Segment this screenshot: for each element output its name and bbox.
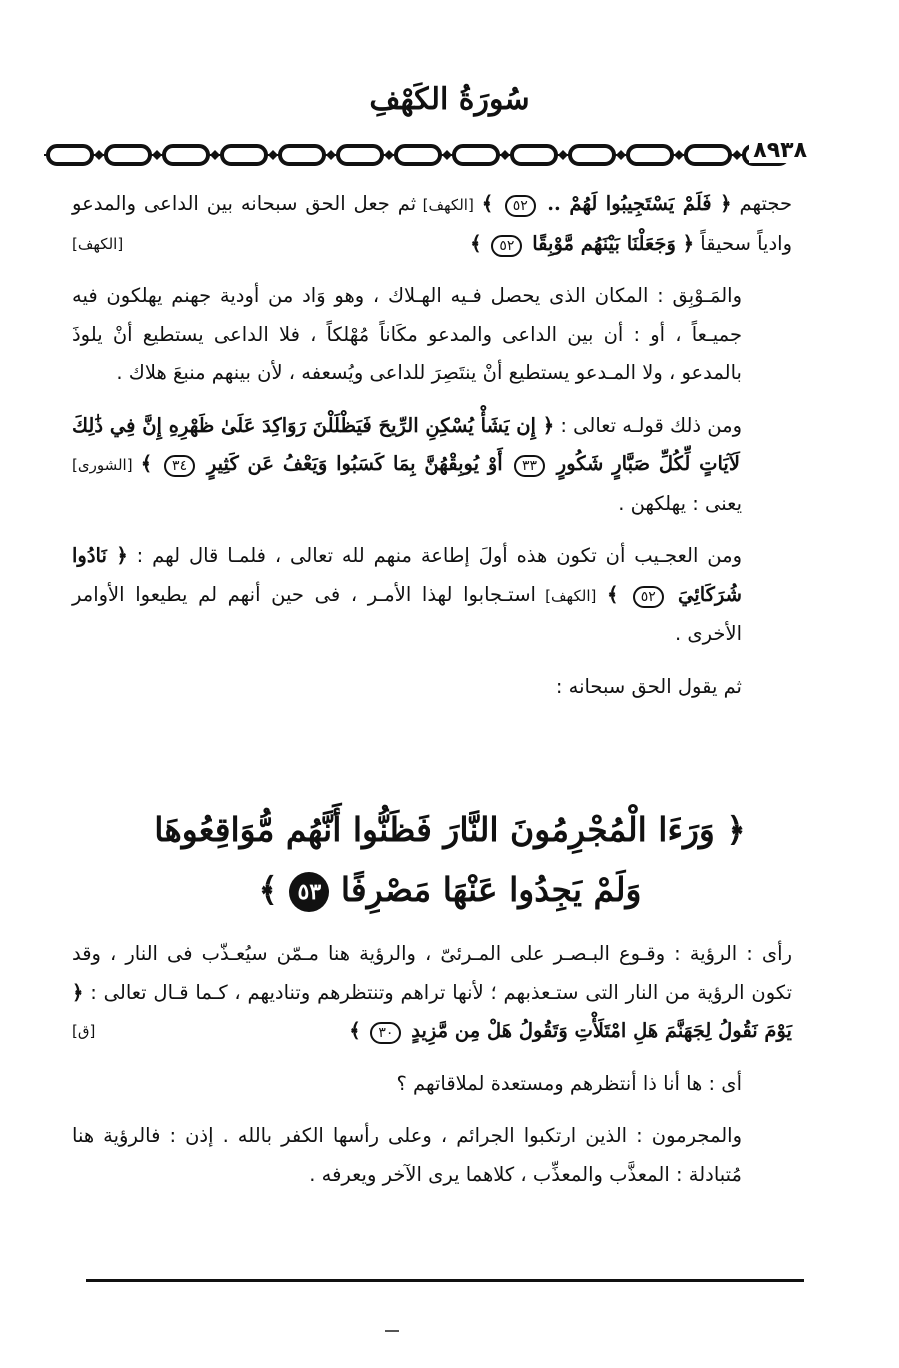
body-text-bottom — [72, 935, 792, 1208]
surah-reference: [الكهف] — [72, 234, 124, 253]
body-text-top — [72, 185, 792, 720]
paragraph-6: رأى : الرؤية : وقـوع البـصـر على المـرئىّ ، والرؤية هنا مـمّن سيُعـذّب فى النار ، وقد تكون الرؤية من النار التى ستـعذبهم ؛ لأنها تراهم وتنتظرهم وتناديهم ، كـما قـال تعالى : ﴿ يَوْمَ نَقُولُ لِجَهَنَّمَ هَلِ امْتَلَأْتِ وَتَقُولُ هَلْ مِن مَّزِيدٍ ٣٠ ﴾ [ق] — [72, 935, 792, 1051]
footer-mark — [385, 1330, 399, 1332]
paragraph-1: حجتهم ﴿ فَلَمْ يَسْتَجِيبُوا لَهُمْ .. ٥٢ ﴾ [الكهف] ثم جعل الحق سبحانه بين الداعى والمدعو وادياً سحيقاً ﴿ وَجَعَلْنَا بَيْنَهُم مَّوْبِقًا ٥٢ ﴾ [الكهف] — [72, 185, 792, 263]
footer-rule — [86, 1279, 804, 1282]
ayah-number: ٥٢ — [633, 586, 664, 608]
ayah-number: ٣٠ — [370, 1022, 401, 1044]
paragraph-5: ثم يقول الحق سبحانه : — [555, 674, 742, 698]
paragraph-8: والمجرمون : الذين ارتكبوا الجرائم ، وعلى رأسها الكفر بالله . إذن : فالرؤية هنا مُتبادلة : المعذَّب والمعذِّب ، كلاهما يرى الآخر ويعرفه . — [72, 1124, 742, 1186]
paragraph-7: أى : ها أنا ذا أنتظرهم ومستعدة لملاقاتهم ؟ — [396, 1071, 742, 1095]
paragraph-2: والمَـوْبِق : المكان الذى يحصل فـيه الهـلاك ، وهو وَاد من أودية جهنم يهلكون فيه جميـعاً ، أو : أن بين الداعى والمدعو مكَاناً مُهْلكاً ، فلا الداعى يستطيع أنْ يلوذَ بالمدعو ، ولا المـدعو يستطيع أنْ ينتَصِرَ للداعى ويُسعفه ، لأن بينهم منبعَ هلاك . — [72, 284, 742, 384]
page-number: ٨٩٣٨ — [749, 138, 811, 163]
ayah-number: ٥٢ — [505, 195, 536, 217]
quran-verse-block — [120, 800, 780, 920]
verse-line-1: ﴿ وَرَءَا الْمُجْرِمُونَ النَّارَ فَظَنُّوا أَنَّهُم مُّوَاقِعُوهَا — [154, 810, 746, 849]
ayah-number: ٣٤ — [164, 455, 195, 477]
paragraph-4: ومن العجـيب أن تكون هذه أولَ إطاعة منهم لله تعالى ، فلمـا قال لهم : ﴿ نَادُوا شُرَكَائِيَ ٥٢ ﴾ [الكهف] استـجابوا لهذا الأمـر ، فى حين أنهم لم يطيعوا الأوامر الأخرى . — [72, 544, 743, 645]
paragraph-3: ومن ذلك قولـه تعالى : ﴿ إِن يَشَأْ يُسْكِنِ الرِّيحَ فَيَظْلَلْنَ رَوَاكِدَ عَلَىٰ ظَهْرِهِ إِنَّ فِي ذَٰلِكَ لَآيَاتٍ لِّكُلِّ صَبَّارٍ شَكُورٍ ٣٣ أَوْ يُوبِقْهُنَّ بِمَا كَسَبُوا وَيَعْفُ عَن كَثِيرٍ ٣٤ ﴾ [الشورى] يعنى : يهلكهن . — [72, 413, 742, 515]
verse-number-badge: ٥٣ — [289, 872, 329, 912]
surah-reference: [ق] — [72, 1022, 96, 1040]
ayah-number: ٥٢ — [491, 235, 522, 257]
verse-line-2: وَلَمْ يَجِدُوا عَنْهَا مَصْرِفًا ٥٣ ﴾ — [120, 860, 780, 920]
ornamental-border — [44, 140, 804, 170]
ayah-number: ٣٣ — [514, 455, 545, 477]
surah-title: سُورَةُ الكَهْفِ — [369, 82, 530, 117]
